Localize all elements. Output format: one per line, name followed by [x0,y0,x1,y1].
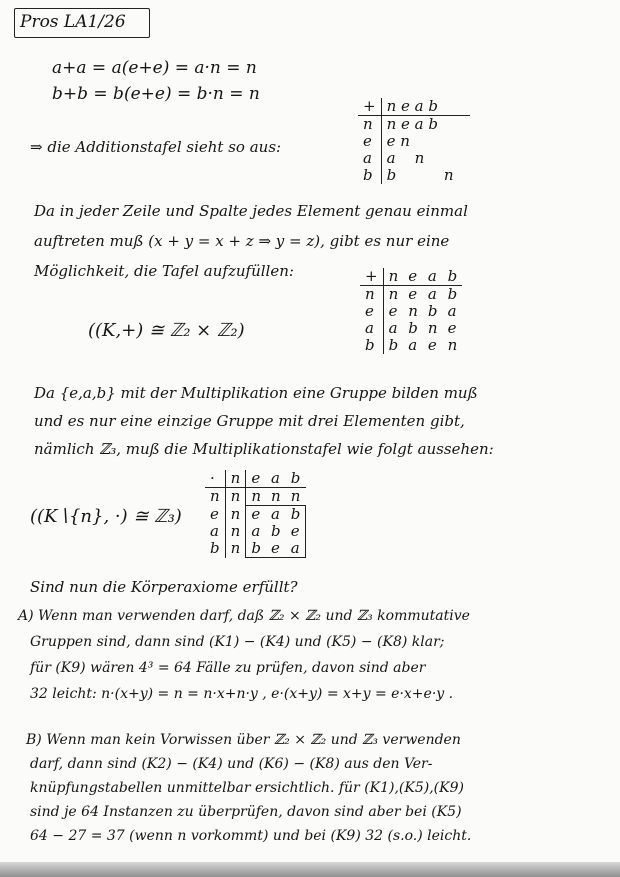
table-cell: a [447,302,457,320]
paragraph-1-line-1: Da in jeder Zeile und Spalte jedes Element genau einmal [34,202,468,220]
table-cell: n [225,470,246,488]
table-row [358,98,470,116]
table-cell: n [225,506,246,524]
part-a-line-4: 32 leicht: n·(x+y) = n = n·x+n·y , e·(x+y) = x+y = e·x+e·y . [30,686,454,702]
multiplication-table [205,470,306,558]
paragraph-2-line-2: und es nur eine einzige Gruppe mit drei Elementen gibt, [34,412,465,430]
table-cell: e [358,133,381,150]
table-row [205,506,306,524]
table-row [205,470,306,488]
paragraph-2-line-1: Da {e,a,b} mit der Multiplikation eine Gruppe bilden muß [34,384,478,402]
scan-edge-shadow [0,862,620,877]
table-cell: n [447,336,458,354]
equation-a: a+a = a(e+e) = a·n = n [52,58,257,78]
table-cell: n [290,487,301,505]
table-cell: a [388,319,398,337]
table-cell: e [408,285,418,303]
table-cell: b [427,302,438,320]
full-addition-table [360,268,462,354]
table-cell: e [266,540,286,558]
part-a-line-3: für (K9) wären 4³ = 64 Fälle zu prüfen, davon sind aber [30,660,426,676]
table-cell: n [225,540,246,558]
table-cell: n [427,319,438,337]
table-cell: n [388,285,399,303]
table-row [205,488,306,506]
table-cell: n [360,286,383,304]
table-row [360,320,462,337]
paragraph-1-line-2: auftreten muß (x + y = x + z ⇒ y = z), gibt es nur eine [34,232,450,250]
table-cell: a [286,540,306,558]
table-cell: a [427,285,437,303]
table-cell: n [383,268,403,286]
table-cell: e [246,470,266,488]
table-cell: a n [386,149,425,167]
table-cell: n [408,302,418,320]
table-cell: n [205,488,225,506]
table-cell: b [408,319,418,337]
table-row [205,540,306,558]
table-cell: b [246,540,266,558]
table-cell: n e a b [381,98,470,116]
table-cell: n [225,523,246,540]
table-row [360,303,462,320]
table-row [358,116,470,134]
table-cell: e [427,336,437,354]
table-cell: n [271,487,281,505]
table-row [360,337,462,354]
part-b-line-4: sind je 64 Instanzen zu überprüfen, davon sind aber bei (K5) [30,804,462,820]
table-cell: e n [386,132,410,150]
table-cell: a [423,268,443,286]
paragraph-2-line-3: nämlich ℤ₃, muß die Multiplikationstafel wie folgt aussehen: [34,440,494,458]
table-cell: b [443,268,463,286]
table-cell: a [266,470,286,488]
table-row [360,286,462,304]
table-cell: e [205,506,225,524]
table-cell: n [251,487,262,505]
equation-b: b+b = b(e+e) = b·n = n [52,84,260,104]
part-b-line-5: 64 − 27 = 37 (wenn n vorkommt) und bei (K9) 32 (s.o.) leicht. [30,828,472,844]
part-a-line-1: A) Wenn man verwenden darf, daß ℤ₂ × ℤ₂ und ℤ₃ kommutative [18,608,470,624]
table-cell: e [403,268,423,286]
table-cell: b [271,522,281,540]
table-cell: b [286,470,306,488]
table-cell: a [205,523,225,540]
page-title: Pros LA1/26 [20,12,126,32]
table-cell: n [358,116,381,134]
part-b-line-3: knüpfungstabellen unmittelbar ersichtlich. für (K1),(K5),(K9) [30,780,464,796]
table-row [358,167,470,184]
table-cell: + [360,268,383,286]
table-cell: n [225,488,246,506]
addition-table-intro: ⇒ die Additionstafel sieht so aus: [30,138,282,156]
table-cell: e [286,523,306,540]
table-cell: a [358,150,381,167]
table-cell: e [447,319,457,337]
table-cell: e [388,302,398,320]
table-cell: e [246,506,266,524]
part-b-line-2: darf, dann sind (K2) − (K4) und (K6) − (K8) aus den Ver- [30,756,433,772]
table-row [358,133,470,150]
table-cell: a [251,522,261,540]
table-row [358,150,470,167]
table-cell: b [388,336,399,354]
table-cell: a [360,320,383,337]
table-cell: b [360,337,383,354]
table-cell: a [266,506,286,524]
partial-addition-table [358,98,470,184]
table-cell: a [408,336,418,354]
isomorphism-multiplicative: ((K∖{n}, ·) ≅ ℤ₃) [30,506,182,527]
axioms-question: Sind nun die Körperaxiome erfüllt? [30,578,298,596]
table-cell: b n [386,166,454,184]
table-cell: · [205,470,225,488]
table-row [360,268,462,286]
table-cell: b [358,167,381,184]
table-cell: e [360,303,383,320]
isomorphism-additive: ((K,+) ≅ ℤ₂ × ℤ₂) [88,320,245,341]
table-cell: b [447,285,458,303]
part-b-line-1: B) Wenn man kein Vorwissen über ℤ₂ × ℤ₂ und ℤ₃ verwenden [26,732,461,748]
table-row [205,523,306,540]
part-a-line-2: Gruppen sind, dann sind (K1) − (K4) und (K5) − (K8) klar; [30,634,445,650]
table-cell: b [286,506,306,524]
table-cell: + [358,98,381,116]
paragraph-1-line-3: Möglichkeit, die Tafel aufzufüllen: [34,262,294,280]
table-cell: n e a b [386,115,438,133]
table-cell: b [205,540,225,558]
